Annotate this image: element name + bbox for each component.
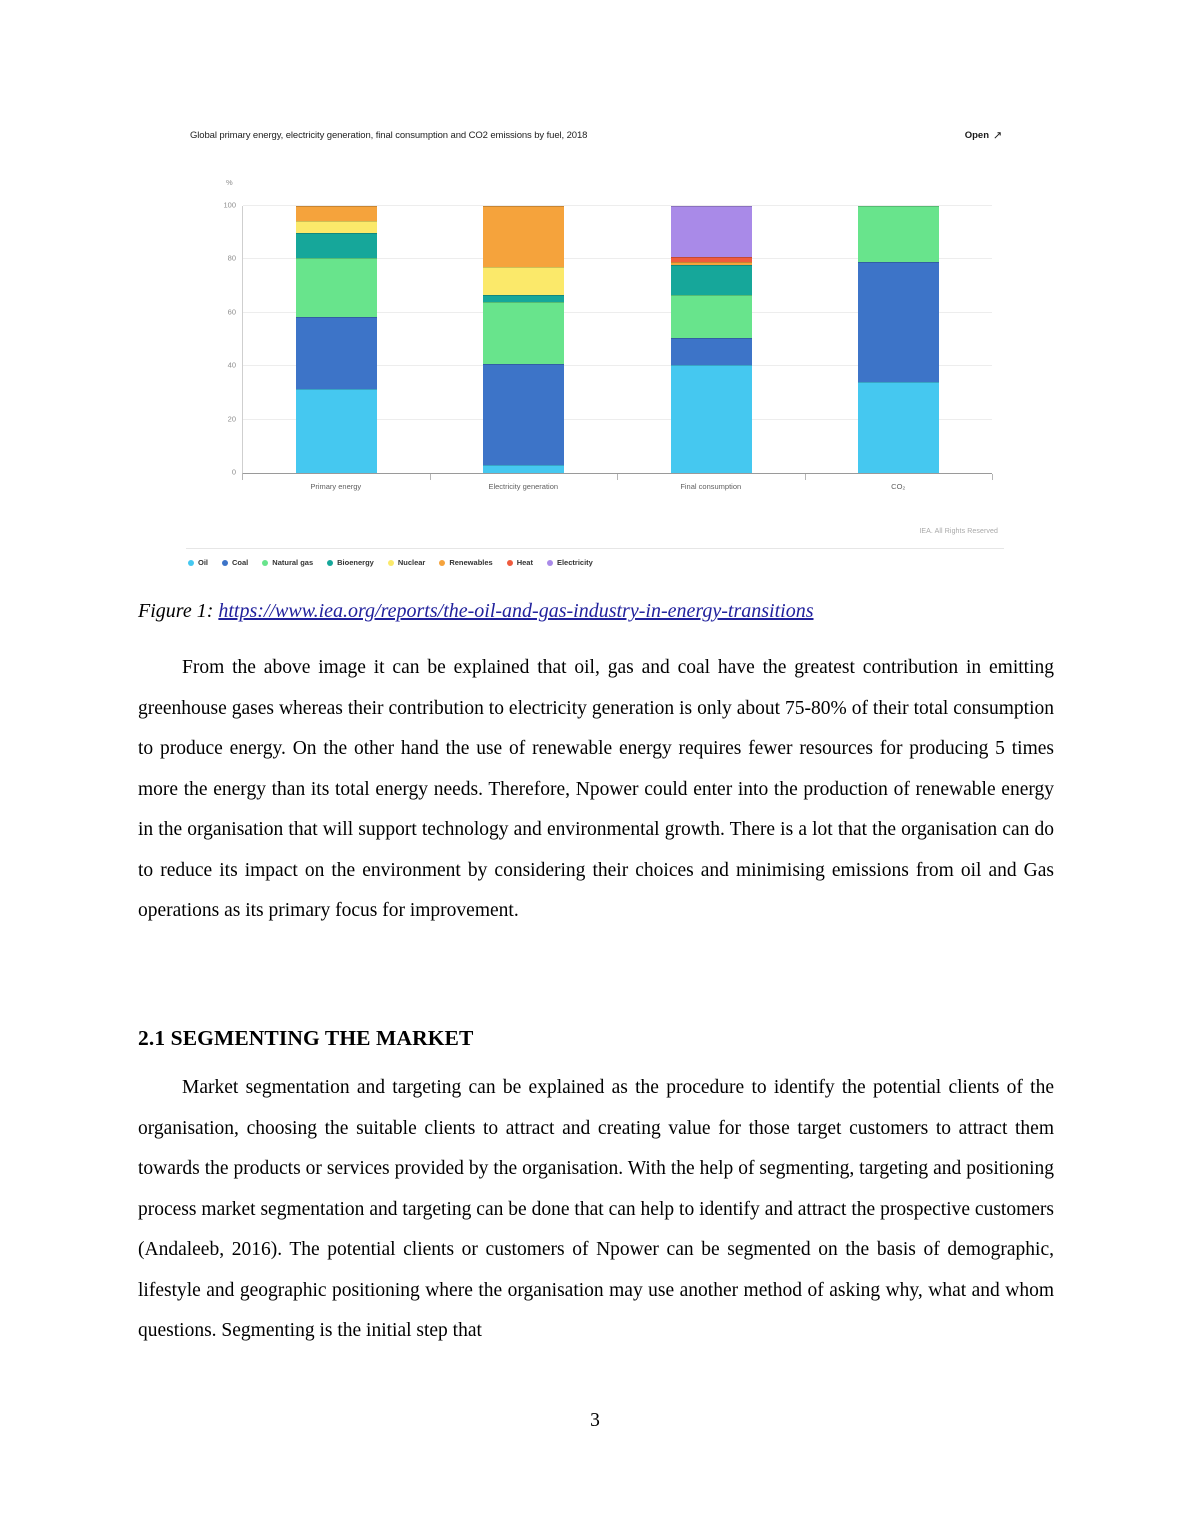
- legend-label: Natural gas: [272, 558, 314, 567]
- bar-segment-natural-gas[interactable]: [483, 302, 564, 363]
- rights-notice: IEA. All Rights Reserved: [919, 528, 998, 535]
- x-axis-category-label: CO₂: [891, 482, 906, 491]
- chart-title: Global primary energy, electricity generation, final consumption and CO2 emissions by fuel, 2018: [190, 130, 588, 141]
- x-axis-tick: [992, 474, 993, 480]
- legend-item-nuclear[interactable]: [388, 558, 426, 567]
- bar-segment-bioenergy[interactable]: [483, 295, 564, 302]
- legend-color-swatch: [222, 560, 228, 566]
- legend-label: Oil: [198, 558, 209, 567]
- stacked-bar[interactable]: [296, 206, 377, 473]
- legend-item-renewables[interactable]: [439, 558, 492, 567]
- y-axis-unit-label: %: [226, 178, 233, 187]
- x-axis-category-label: Primary energy: [310, 482, 362, 491]
- bar-column[interactable]: [814, 206, 983, 473]
- chart-legend: [188, 558, 593, 567]
- page-number: 3: [590, 1410, 600, 1431]
- x-axis-category-label: Electricity generation: [488, 482, 559, 491]
- stacked-bar[interactable]: [671, 206, 752, 473]
- bar-segment-oil[interactable]: [858, 382, 939, 473]
- y-axis-tick-label: 80: [227, 253, 236, 263]
- bar-segment-natural-gas[interactable]: [858, 206, 939, 262]
- legend-color-swatch: [388, 560, 394, 566]
- bar-segment-oil[interactable]: [483, 465, 564, 473]
- legend-item-coal[interactable]: [222, 558, 248, 567]
- section-heading: 2.1 SEGMENTING THE MARKET: [138, 1026, 474, 1050]
- chart-header: [180, 130, 1010, 141]
- x-axis-tick: [617, 474, 618, 480]
- legend-color-swatch: [547, 560, 553, 566]
- legend-color-swatch: [262, 560, 268, 566]
- bar-segment-coal[interactable]: [296, 317, 377, 389]
- bar-segment-oil[interactable]: [671, 365, 752, 473]
- bar-segment-electricity[interactable]: [671, 206, 752, 257]
- legend-label: Coal: [232, 558, 249, 567]
- legend-label: Electricity: [556, 558, 593, 567]
- plot-area: [223, 200, 992, 477]
- legend-label: Renewables: [449, 558, 493, 567]
- open-chart-link[interactable]: [965, 130, 1002, 141]
- legend-color-swatch: [188, 560, 194, 566]
- bar-segment-nuclear[interactable]: [296, 221, 377, 233]
- x-axis-ticks: [242, 474, 992, 481]
- stacked-bar[interactable]: [858, 206, 939, 473]
- y-axis-tick-label: 20: [227, 414, 236, 424]
- legend-color-swatch: [507, 560, 513, 566]
- bar-segment-coal[interactable]: [483, 364, 564, 465]
- open-label: Open: [964, 130, 989, 141]
- x-axis-tick: [242, 474, 243, 480]
- x-axis-labels: [242, 482, 992, 491]
- legend-color-swatch: [439, 560, 445, 566]
- bar-column[interactable]: [252, 206, 421, 473]
- legend-label: Bioenergy: [337, 558, 374, 567]
- legend-label: Heat: [516, 558, 533, 567]
- bar-segment-nuclear[interactable]: [483, 267, 564, 295]
- legend-item-heat[interactable]: [507, 558, 533, 567]
- x-axis-category-label: Final consumption: [680, 482, 742, 491]
- y-axis-tick-label: 60: [227, 307, 236, 317]
- external-link-icon: [993, 131, 1002, 140]
- legend-color-swatch: [327, 560, 333, 566]
- bar-column[interactable]: [440, 206, 609, 473]
- y-axis-tick-label: 100: [223, 200, 236, 210]
- bar-segment-coal[interactable]: [858, 262, 939, 382]
- chart-figure: [180, 130, 1010, 585]
- legend-item-natural-gas[interactable]: [262, 558, 313, 567]
- body-paragraph-2: Market segmentation and targeting can be explained as the procedure to identify the potential clients of the organisation, choosing the suitable clients to attract and creating value for those target customers to attract them towards the products or services provided by the organisation. With the help of segmenting, targeting and positioning process market segmentation and targeting can be done that can help to identify and attract the prospective customers (Andaleeb, 2016). The potential clients or customers of Npower can be segmented on the basis of demographic, lifestyle and geographic positioning where the organisation may use another method of asking why, what and whom questions. Segmenting is the initial step that: [138, 1077, 1054, 1341]
- legend-label: Nuclear: [397, 558, 426, 567]
- x-axis-tick: [805, 474, 806, 480]
- legend-item-oil[interactable]: [188, 558, 208, 567]
- bar-segment-coal[interactable]: [671, 338, 752, 365]
- figure-caption: [138, 598, 1054, 625]
- bar-group: [243, 206, 992, 473]
- bar-segment-bioenergy[interactable]: [296, 233, 377, 258]
- bar-segment-oil[interactable]: [296, 389, 377, 473]
- y-axis-tick-label: 40: [227, 360, 236, 370]
- bar-column[interactable]: [627, 206, 796, 473]
- legend-item-electricity[interactable]: [547, 558, 593, 567]
- bar-segment-natural-gas[interactable]: [671, 295, 752, 338]
- plot-wrapper: [180, 198, 1010, 538]
- legend-divider: [186, 548, 1004, 549]
- bar-segment-renewables[interactable]: [483, 206, 564, 267]
- bar-segment-renewables[interactable]: [296, 206, 377, 221]
- x-axis-tick: [430, 474, 431, 480]
- bar-segment-bioenergy[interactable]: [671, 265, 752, 296]
- legend-item-bioenergy[interactable]: [327, 558, 374, 567]
- y-axis-tick-label: 0: [231, 467, 236, 477]
- body-paragraph-1: From the above image it can be explained that oil, gas and coal have the greatest contribution in emitting greenhouse gases whereas their contribution to electricity generation is only about 75-80% of their total consumption to produce energy. On the other hand the use of renewable energy requires fewer resources for producing 5 times more the energy than its total energy needs. Therefore, Npower could enter into the production of renewable energy in the organisation that will support technology and environmental growth. There is a lot that the organisation can do to reduce its impact on the environment by considering their choices and minimising emissions from oil and Gas operations as its primary focus for improvement.: [138, 657, 1054, 921]
- figure-source-link[interactable]: https://www.iea.org/reports/the-oil-and-gas-industry-in-energy-transitions: [218, 600, 814, 622]
- bar-segment-natural-gas[interactable]: [296, 258, 377, 317]
- stacked-bar[interactable]: [483, 206, 564, 473]
- figure-caption-label: Figure 1:: [138, 600, 219, 622]
